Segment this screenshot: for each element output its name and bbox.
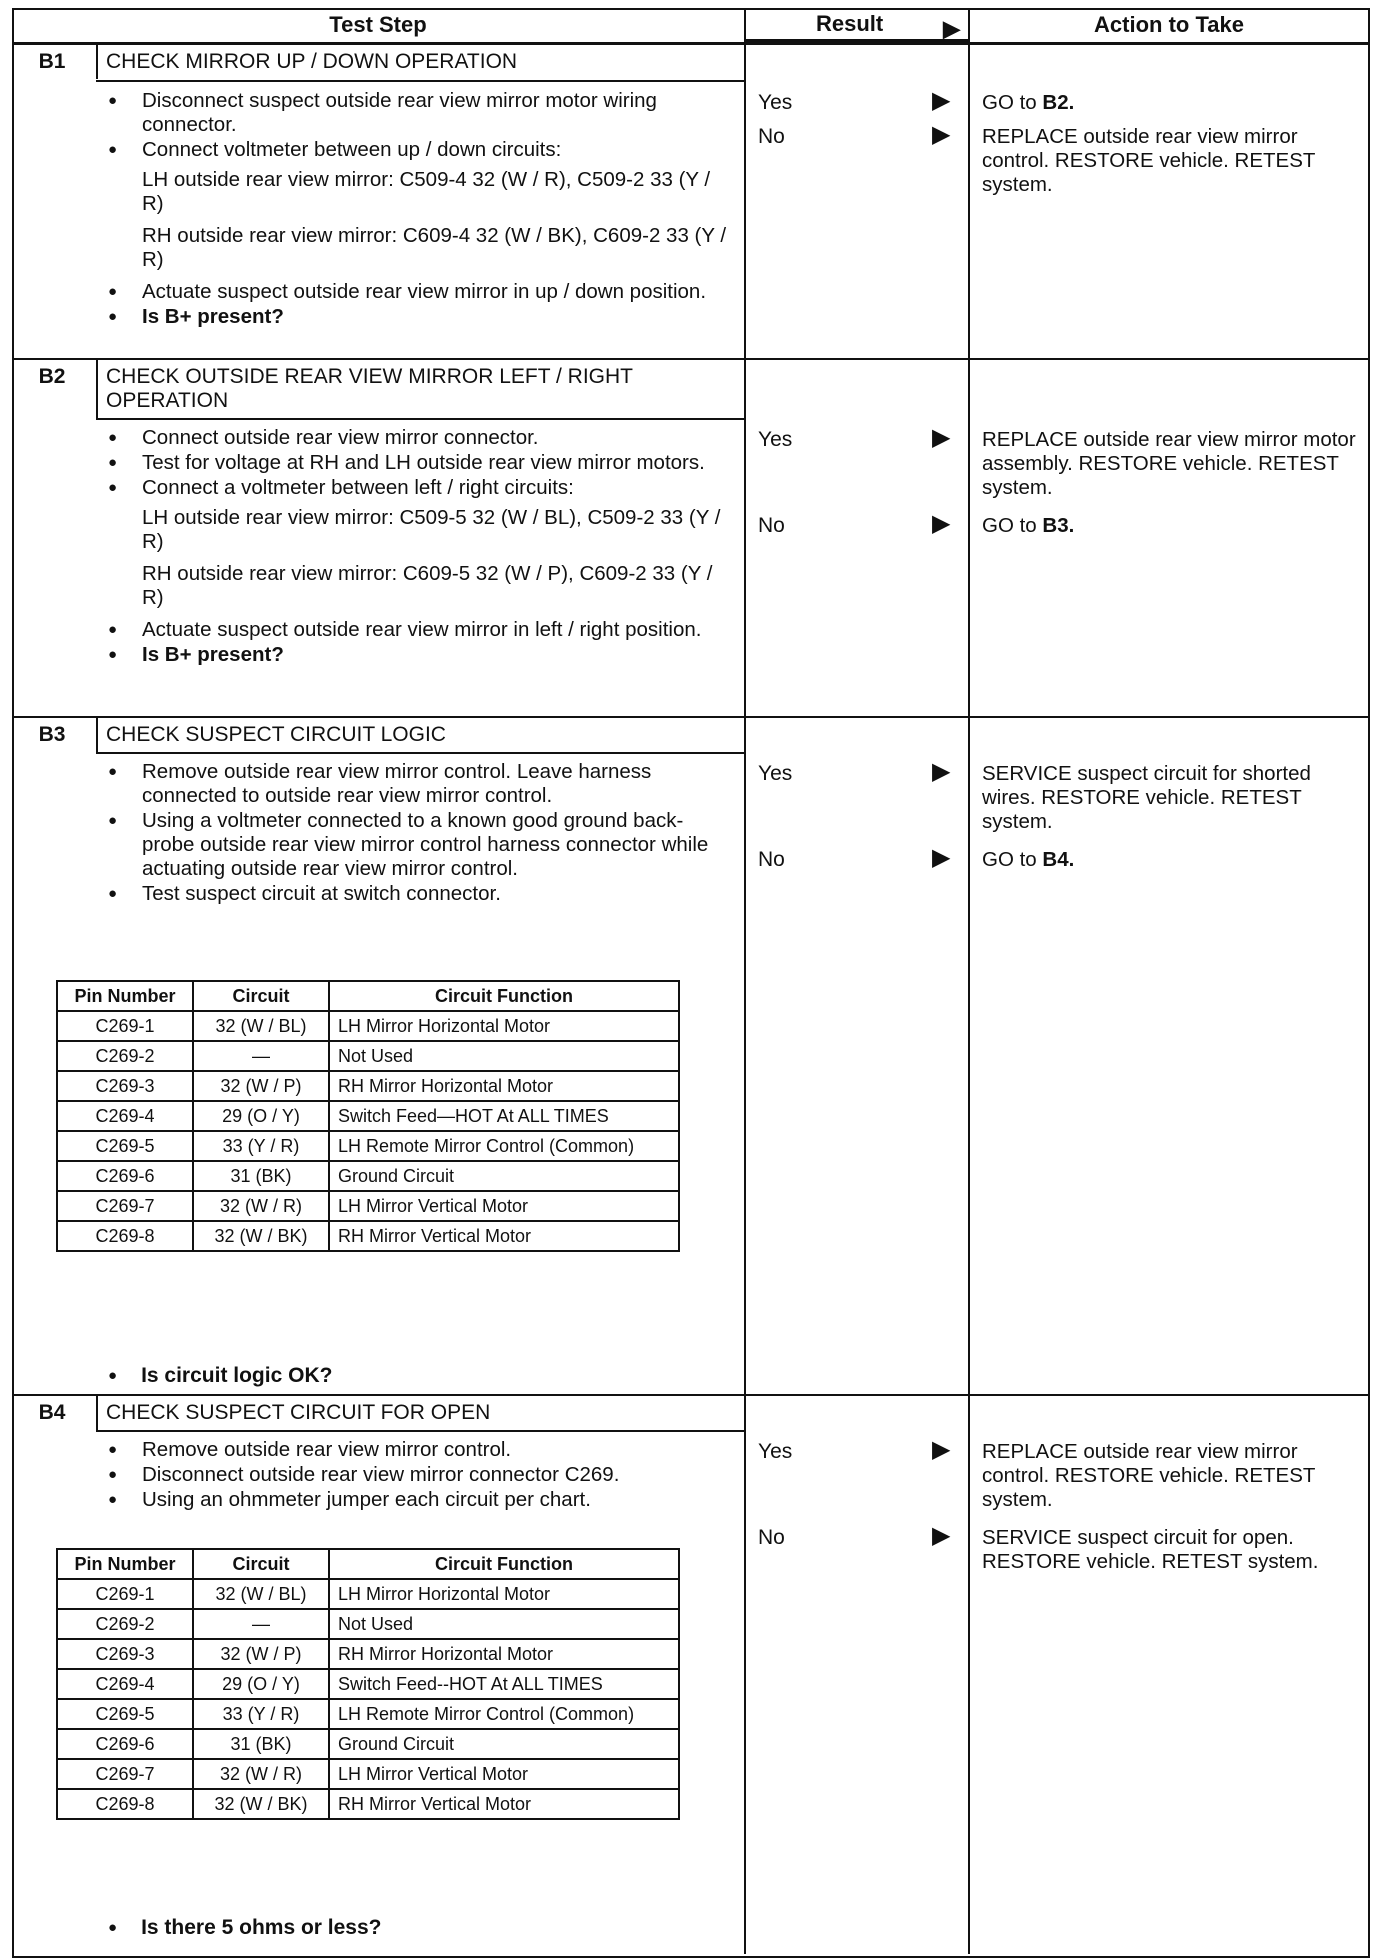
circuit-function-cell: LH Remote Mirror Control (Common) xyxy=(329,1131,679,1161)
column-header: Pin Number xyxy=(57,981,193,1011)
instruction: ● Test suspect circuit at switch connector. xyxy=(108,882,728,906)
arrow-right-icon: ▶ xyxy=(932,1436,951,1463)
arrow-right-icon: ▶ xyxy=(943,16,960,41)
pin-number-cell: C269-6 xyxy=(57,1729,193,1759)
arrow-right-icon: ▶ xyxy=(932,424,951,451)
table-row xyxy=(57,1161,679,1191)
result-no: No xyxy=(758,1526,785,1549)
circuit-cell: — xyxy=(193,1041,329,1071)
instruction: ● Using a voltmeter connected to a known good ground back-probe outside rear view mirror control harness connector while actuating outside rear view mirror control. xyxy=(108,809,728,881)
instruction-detail: LH outside rear view mirror: C509-5 32 (W / BL), C509-2 33 (Y / R) xyxy=(142,506,721,553)
action-no: GO to B4. xyxy=(982,848,1075,871)
pin-table xyxy=(56,980,680,1252)
instruction: ● Actuate suspect outside rear view mirror in left / right position. xyxy=(108,618,728,642)
table-row xyxy=(57,1699,679,1729)
title-rule xyxy=(96,1430,744,1432)
instruction: ● Connect outside rear view mirror connector. xyxy=(108,426,728,450)
column-header: Circuit xyxy=(193,981,329,1011)
step-id: B2 xyxy=(38,365,66,388)
header-result-label: Result xyxy=(816,10,884,36)
diagnostic-page xyxy=(12,8,1368,1956)
section-b3 xyxy=(12,718,1368,1394)
pin-number-cell: C269-6 xyxy=(57,1161,193,1191)
pin-number-cell: C269-4 xyxy=(57,1669,193,1699)
header-result xyxy=(746,8,968,42)
circuit-cell: 32 (W / P) xyxy=(193,1071,329,1101)
table-row xyxy=(57,1041,679,1071)
circuit-function-cell: LH Mirror Vertical Motor xyxy=(329,1759,679,1789)
circuit-cell: 32 (W / BK) xyxy=(193,1789,329,1819)
pin-number-cell: C269-7 xyxy=(57,1191,193,1221)
circuit-cell: 32 (W / BL) xyxy=(193,1011,329,1041)
circuit-cell: 32 (W / R) xyxy=(193,1191,329,1221)
circuit-cell: 32 (W / BL) xyxy=(193,1579,329,1609)
pin-number-cell: C269-8 xyxy=(57,1789,193,1819)
step-question: ● Is B+ present? xyxy=(108,305,728,329)
circuit-function-cell: Not Used xyxy=(329,1609,679,1639)
circuit-cell: 32 (W / BK) xyxy=(193,1221,329,1251)
table-row xyxy=(57,1221,679,1251)
result-yes: Yes xyxy=(758,91,793,114)
column-header: Pin Number xyxy=(57,1549,193,1579)
pin-number-cell: C269-2 xyxy=(57,1041,193,1071)
instruction-detail: LH outside rear view mirror: C509-4 32 (W / R), C509-2 33 (Y / R) xyxy=(142,168,711,215)
instruction: ● Test for voltage at RH and LH outside rear view mirror motors. xyxy=(108,451,728,475)
action-yes: GO to B2. xyxy=(982,91,1075,114)
step-instructions xyxy=(108,760,728,907)
action-yes: SERVICE suspect circuit for shorted wires. RESTORE vehicle. RETEST system. xyxy=(982,762,1311,833)
step-question: ● Is there 5 ohms or less? xyxy=(108,1916,382,1940)
action-yes: REPLACE outside rear view mirror control. RESTORE vehicle. RETEST system. xyxy=(982,1440,1316,1511)
circuit-function-cell: LH Mirror Vertical Motor xyxy=(329,1191,679,1221)
step-id: B1 xyxy=(38,50,66,73)
circuit-cell: 32 (W / P) xyxy=(193,1639,329,1669)
arrow-right-icon: ▶ xyxy=(932,121,951,148)
step-instructions xyxy=(108,426,728,668)
step-title: CHECK SUSPECT CIRCUIT LOGIC xyxy=(96,718,744,752)
instruction: ● Connect a voltmeter between left / right circuits: xyxy=(108,476,728,500)
action-yes: REPLACE outside rear view mirror motor assembly. RESTORE vehicle. RETEST system. xyxy=(982,428,1356,499)
pin-number-cell: C269-1 xyxy=(57,1011,193,1041)
table-row xyxy=(57,1609,679,1639)
arrow-right-icon: ▶ xyxy=(932,758,951,785)
circuit-cell: 32 (W / R) xyxy=(193,1759,329,1789)
pin-number-cell: C269-5 xyxy=(57,1131,193,1161)
pin-number-cell: C269-7 xyxy=(57,1759,193,1789)
circuit-cell: — xyxy=(193,1609,329,1639)
pin-table xyxy=(56,1548,680,1820)
pin-number-cell: C269-3 xyxy=(57,1071,193,1101)
table-row xyxy=(57,1759,679,1789)
instruction: ● Remove outside rear view mirror control. Leave harness connected to outside rear view mirror control. xyxy=(108,760,728,808)
table-row xyxy=(57,1071,679,1101)
instruction-detail: RH outside rear view mirror: C609-5 32 (W / P), C609-2 33 (Y / R) xyxy=(142,562,713,609)
result-yes: Yes xyxy=(758,1440,793,1463)
step-question: ● Is circuit logic OK? xyxy=(108,1364,332,1388)
table-row xyxy=(57,1191,679,1221)
result-no: No xyxy=(758,514,785,537)
step-title: CHECK SUSPECT CIRCUIT FOR OPEN xyxy=(96,1396,744,1430)
circuit-function-cell: RH Mirror Vertical Motor xyxy=(329,1789,679,1819)
column-header: Circuit Function xyxy=(329,1549,679,1579)
instruction-detail: RH outside rear view mirror: C609-4 32 (W / BK), C609-2 33 (Y / R) xyxy=(142,224,727,271)
header-action: Action to Take xyxy=(970,8,1368,45)
instruction: ● Disconnect outside rear view mirror connector C269. xyxy=(108,1463,728,1487)
circuit-function-cell: Switch Feed—HOT At ALL TIMES xyxy=(329,1101,679,1131)
pin-number-cell: C269-5 xyxy=(57,1699,193,1729)
instruction: ● Disconnect suspect outside rear view mirror motor wiring connector. xyxy=(108,89,728,137)
table-row xyxy=(57,1789,679,1819)
step-id: B3 xyxy=(38,723,66,746)
circuit-cell: 29 (O / Y) xyxy=(193,1669,329,1699)
column-header: Circuit Function xyxy=(329,981,679,1011)
result-yes: Yes xyxy=(758,762,793,785)
circuit-function-cell: Ground Circuit xyxy=(329,1729,679,1759)
circuit-cell: 31 (BK) xyxy=(193,1161,329,1191)
circuit-function-cell: RH Mirror Horizontal Motor xyxy=(329,1071,679,1101)
step-question: ● Is B+ present? xyxy=(108,643,728,667)
step-title: CHECK MIRROR UP / DOWN OPERATION xyxy=(96,45,744,79)
table-row xyxy=(57,1011,679,1041)
table-row xyxy=(57,1131,679,1161)
circuit-function-cell: Switch Feed--HOT At ALL TIMES xyxy=(329,1669,679,1699)
pin-number-cell: C269-8 xyxy=(57,1221,193,1251)
instruction: ● Remove outside rear view mirror control. xyxy=(108,1438,728,1462)
table-row xyxy=(57,1579,679,1609)
circuit-cell: 31 (BK) xyxy=(193,1729,329,1759)
step-instructions xyxy=(108,89,728,330)
pin-number-cell: C269-4 xyxy=(57,1101,193,1131)
circuit-function-cell: LH Remote Mirror Control (Common) xyxy=(329,1699,679,1729)
section-b4 xyxy=(12,1396,1368,1954)
table-row xyxy=(57,1729,679,1759)
section-b2 xyxy=(12,360,1368,716)
action-no: REPLACE outside rear view mirror control. RESTORE vehicle. RETEST system. xyxy=(982,125,1316,196)
pin-number-cell: C269-3 xyxy=(57,1639,193,1669)
circuit-function-cell: Ground Circuit xyxy=(329,1161,679,1191)
pin-number-cell: C269-2 xyxy=(57,1609,193,1639)
table-row xyxy=(57,1101,679,1131)
action-no: GO to B3. xyxy=(982,514,1075,537)
circuit-cell: 33 (Y / R) xyxy=(193,1699,329,1729)
circuit-function-cell: Not Used xyxy=(329,1041,679,1071)
circuit-cell: 29 (O / Y) xyxy=(193,1101,329,1131)
circuit-function-cell: LH Mirror Horizontal Motor xyxy=(329,1579,679,1609)
title-rule xyxy=(96,80,744,82)
instruction: ● Actuate suspect outside rear view mirror in up / down position. xyxy=(108,280,728,304)
section-b1 xyxy=(12,45,1368,358)
result-no: No xyxy=(758,125,785,148)
arrow-right-icon: ▶ xyxy=(932,1522,951,1549)
title-rule xyxy=(96,418,744,420)
circuit-cell: 33 (Y / R) xyxy=(193,1131,329,1161)
circuit-function-cell: LH Mirror Horizontal Motor xyxy=(329,1011,679,1041)
instruction: ● Connect voltmeter between up / down circuits: xyxy=(108,138,728,162)
instruction: ● Using an ohmmeter jumper each circuit per chart. xyxy=(108,1488,728,1512)
column-header: Circuit xyxy=(193,1549,329,1579)
arrow-right-icon: ▶ xyxy=(932,510,951,537)
circuit-function-cell: RH Mirror Horizontal Motor xyxy=(329,1639,679,1669)
step-title: CHECK OUTSIDE REAR VIEW MIRROR LEFT / RIGHT OPERATION xyxy=(96,360,744,418)
pin-number-cell: C269-1 xyxy=(57,1579,193,1609)
pin-table-header xyxy=(57,1549,679,1579)
pin-table-header xyxy=(57,981,679,1011)
arrow-right-icon: ▶ xyxy=(932,844,951,871)
step-instructions xyxy=(108,1438,728,1513)
table-row xyxy=(57,1639,679,1669)
table-row xyxy=(57,1669,679,1699)
title-rule xyxy=(96,752,744,754)
action-no: SERVICE suspect circuit for open. RESTORE vehicle. RETEST system. xyxy=(982,1526,1319,1573)
result-yes: Yes xyxy=(758,428,793,451)
step-id: B4 xyxy=(38,1401,66,1424)
result-no: No xyxy=(758,848,785,871)
arrow-right-icon: ▶ xyxy=(932,87,951,114)
header-test-step: Test Step xyxy=(12,8,744,45)
circuit-function-cell: RH Mirror Vertical Motor xyxy=(329,1221,679,1251)
